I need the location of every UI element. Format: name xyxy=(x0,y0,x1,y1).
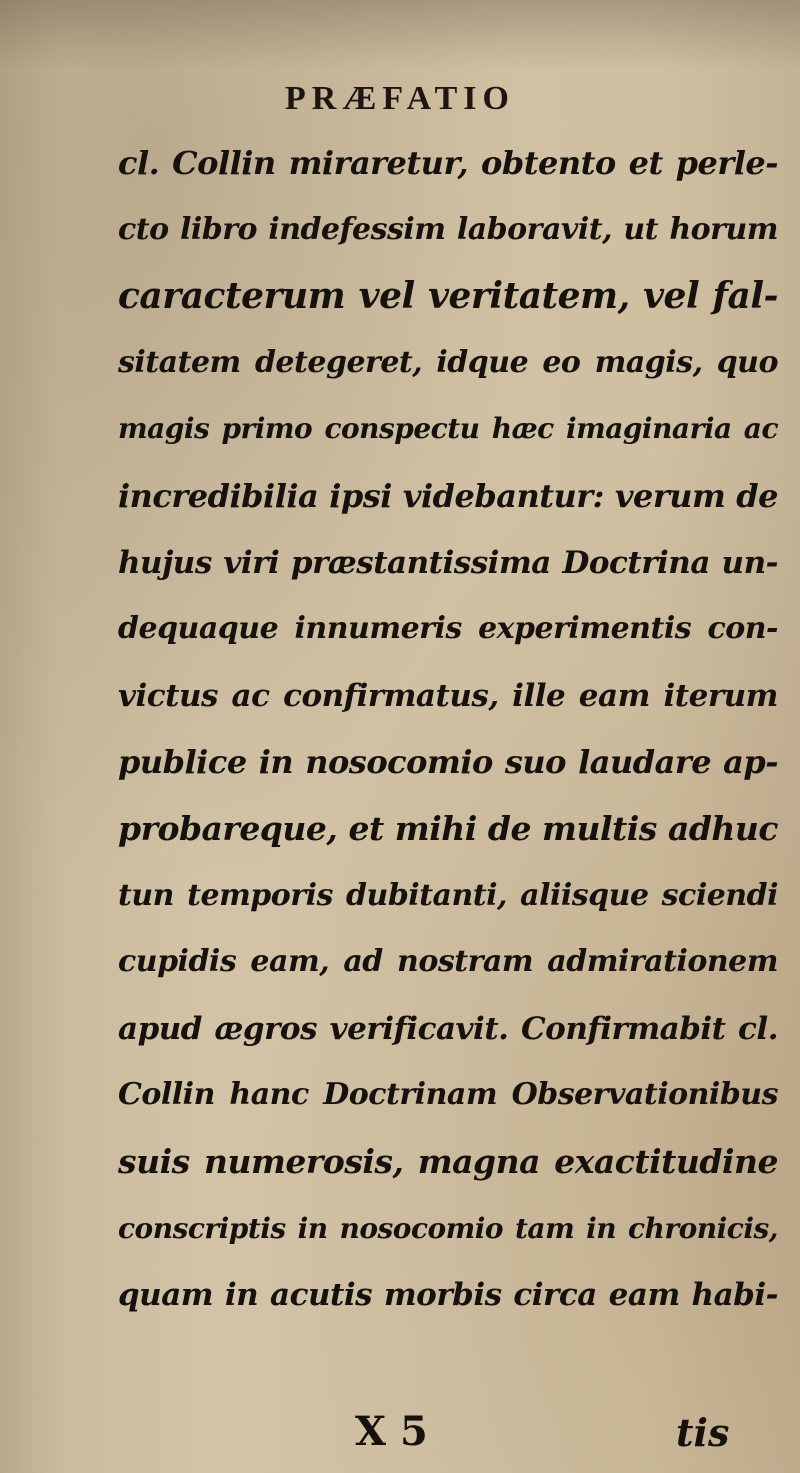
text-line: quam in acutis morbis circa eam habi- xyxy=(118,1277,778,1314)
text-line: dequaque innumeris experimentis con- xyxy=(118,611,778,647)
text-line: incredibilia ipsi videbantur: verum de xyxy=(118,476,778,515)
text-line: suis numerosis, magna exactitudine xyxy=(118,1141,778,1181)
catchword: tis xyxy=(676,1410,730,1455)
body-text xyxy=(118,130,778,1329)
text-line: cupidis eam, ad nostram admirationem xyxy=(118,944,778,980)
text-line: sitatem detegeret, idque eo magis, quo xyxy=(118,344,778,380)
text-line: cl. Collin miraretur, obtento et perle- xyxy=(118,144,778,182)
text-line: conscriptis in nosocomio tam in chronicis, xyxy=(118,1211,778,1245)
page-top-shadow xyxy=(0,0,800,70)
text-line: tun temporis dubitanti, aliisque sciendi xyxy=(118,877,778,913)
text-line: hujus viri præstantissima Doctrina un- xyxy=(118,544,778,581)
text-line: magis primo conspectu hæc imaginaria ac xyxy=(118,412,778,446)
page-title: PRÆFATIO xyxy=(285,80,515,117)
page-footer xyxy=(0,1408,800,1468)
text-line: cto libro indefessim laboravit, ut horum xyxy=(118,211,778,247)
text-line: probareque, et mihi de multis adhuc xyxy=(118,808,778,848)
text-line: apud ægros verificavit. Confirmabit cl. xyxy=(118,1010,778,1047)
text-line: Collin hanc Doctrinam Observationibus xyxy=(118,1077,778,1113)
text-line: victus ac confirmatus, ille eam iterum xyxy=(118,677,778,714)
text-line: caracterum vel veritatem, vel fal- xyxy=(118,275,778,318)
signature-mark: X 5 xyxy=(355,1408,428,1455)
text-line: publice in nosocomio suo laudare ap- xyxy=(118,743,778,782)
